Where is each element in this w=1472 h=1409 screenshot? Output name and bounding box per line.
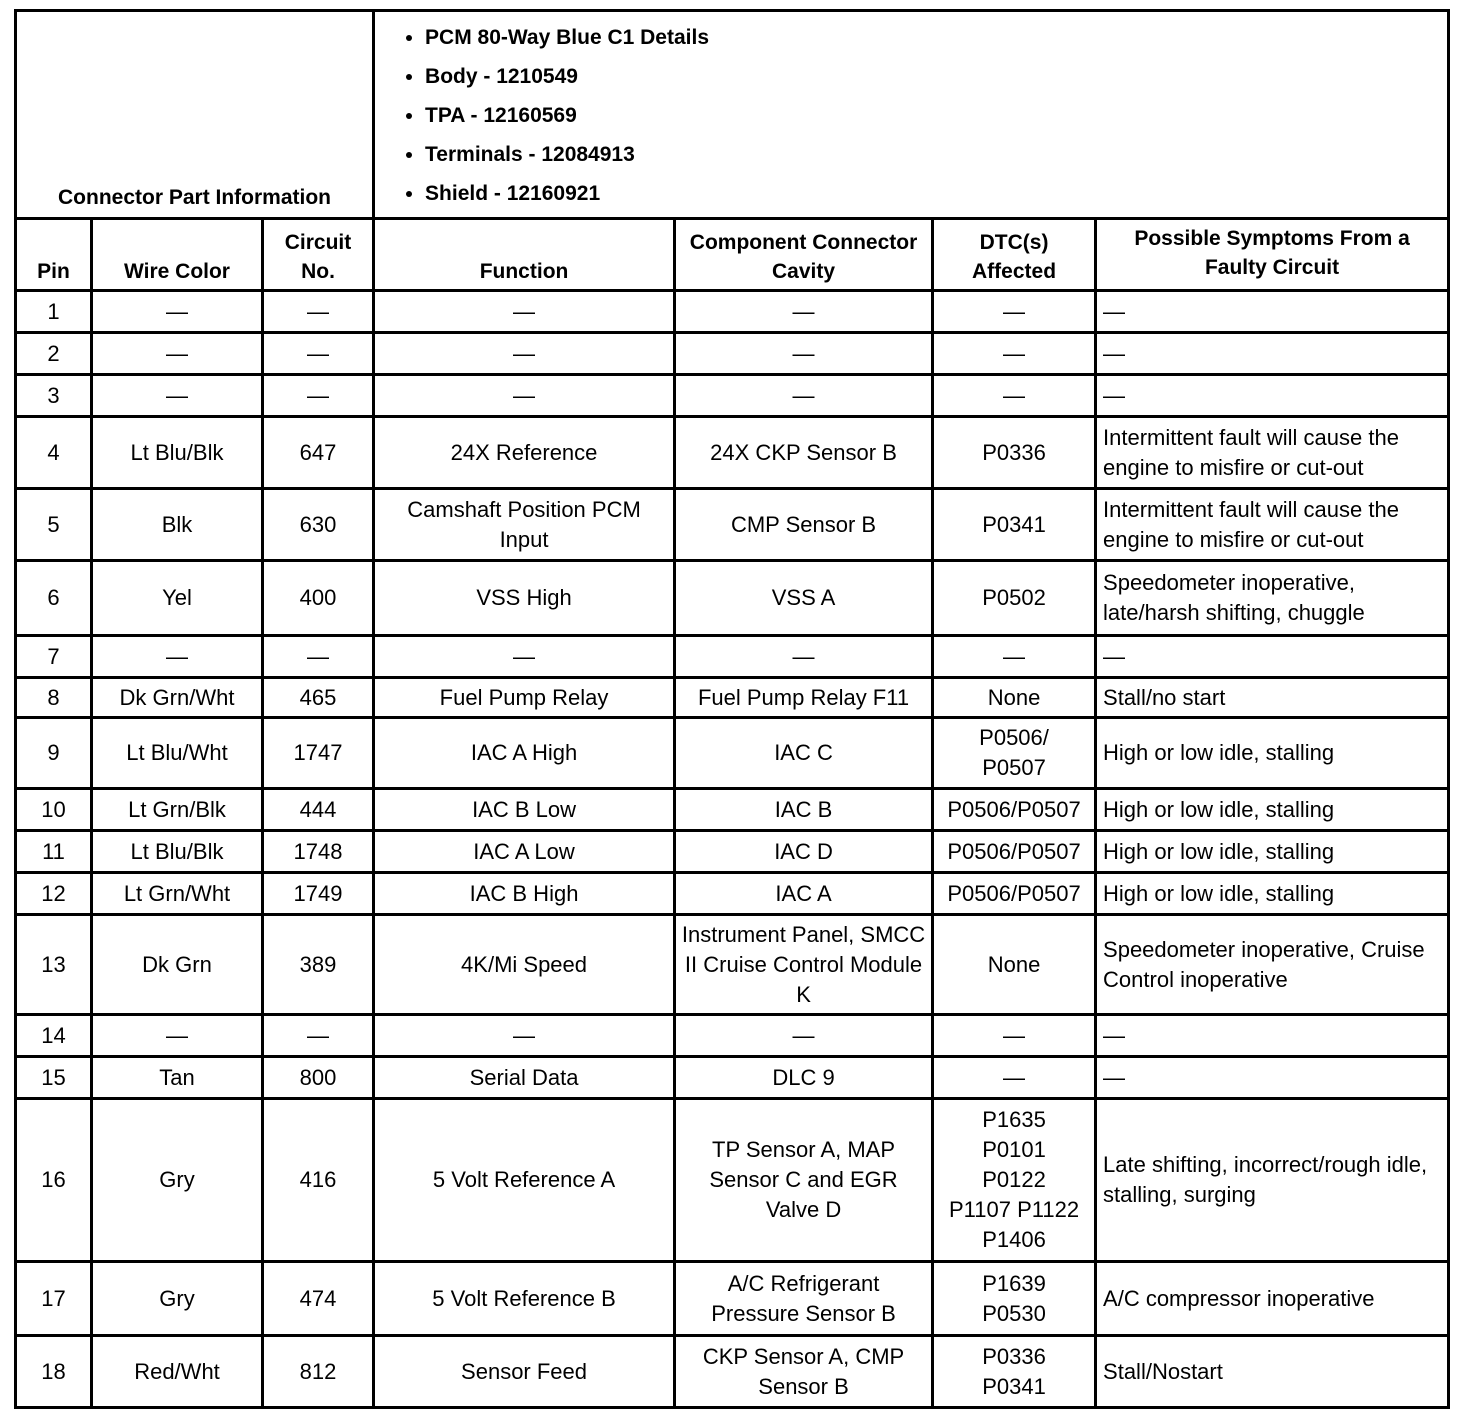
cavity-cell: DLC 9 [675, 1057, 933, 1099]
connector-pinout-table [14, 9, 1450, 1409]
wire-color-cell: — [92, 636, 263, 678]
connector-info-label: Connector Part Information [16, 11, 374, 219]
pin-cell: 5 [16, 489, 92, 561]
table-row [16, 636, 1449, 678]
function-cell: — [374, 1015, 675, 1057]
dtc-cell [933, 291, 1096, 333]
pin-cell: 3 [16, 375, 92, 417]
function-cell: — [374, 636, 675, 678]
table-row [16, 1336, 1449, 1408]
cavity-cell: — [675, 291, 933, 333]
dtc-cell [933, 333, 1096, 375]
wire-color-cell: Lt Blu/Blk [92, 417, 263, 489]
dtc-code: — [1003, 298, 1026, 324]
table-row [16, 831, 1449, 873]
dtc-code: P0506/P0507 [947, 838, 1081, 864]
dtc-cell [933, 636, 1096, 678]
circuit-cell: 647 [263, 417, 374, 489]
pin-cell: 7 [16, 636, 92, 678]
cavity-cell: VSS A [675, 561, 933, 636]
detail-item: • Shield - 12160921 [425, 174, 1447, 213]
wire-color-cell: — [92, 375, 263, 417]
circuit-cell: — [263, 636, 374, 678]
cavity-cell: TP Sensor A, MAP Sensor C and EGR Valve D [675, 1099, 933, 1262]
pin-cell: 12 [16, 873, 92, 915]
wire-color-cell: Lt Grn/Wht [92, 873, 263, 915]
circuit-cell: 389 [263, 915, 374, 1015]
symptoms-cell: Late shifting, incorrect/rough idle, stalling, surging [1096, 1099, 1449, 1262]
dtc-code: P1406 [982, 1227, 1046, 1252]
pin-cell: 11 [16, 831, 92, 873]
wire-color-cell: Lt Blu/Blk [92, 831, 263, 873]
detail-item: • Terminals - 12084913 [425, 135, 1447, 174]
table-row [16, 1057, 1449, 1099]
function-cell: VSS High [374, 561, 675, 636]
function-cell: 5 Volt Reference A [374, 1099, 675, 1262]
dtc-code: — [1003, 1022, 1026, 1048]
cavity-cell: IAC D [675, 831, 933, 873]
symptoms-cell: High or low idle, stalling [1096, 718, 1449, 789]
cavity-cell: CMP Sensor B [675, 489, 933, 561]
circuit-cell: 812 [263, 1336, 374, 1408]
wire-color-cell: — [92, 333, 263, 375]
dtc-code: P0341 [982, 511, 1046, 537]
detail-item: • TPA - 12160569 [425, 96, 1447, 135]
dtc-cell [933, 1262, 1096, 1336]
dtc-cell [933, 789, 1096, 831]
wire-color-cell: Lt Blu/Wht [92, 718, 263, 789]
wire-color-cell: Gry [92, 1262, 263, 1336]
pin-cell: 18 [16, 1336, 92, 1408]
symptoms-cell: High or low idle, stalling [1096, 831, 1449, 873]
circuit-cell: 400 [263, 561, 374, 636]
circuit-cell: — [263, 291, 374, 333]
dtc-cell [933, 1015, 1096, 1057]
symptoms-cell: Stall/no start [1096, 678, 1449, 718]
table-row [16, 333, 1449, 375]
dtc-code: P0506/P0507 [947, 880, 1081, 906]
function-cell: Camshaft Position PCM Input [374, 489, 675, 561]
cavity-cell: — [675, 333, 933, 375]
table-row [16, 489, 1449, 561]
dtc-cell [933, 1099, 1096, 1262]
table-row [16, 873, 1449, 915]
function-cell: 24X Reference [374, 417, 675, 489]
wire-color-cell: — [92, 1015, 263, 1057]
function-cell: — [374, 291, 675, 333]
dtc-cell [933, 831, 1096, 873]
symptoms-cell: — [1096, 333, 1449, 375]
circuit-cell: 630 [263, 489, 374, 561]
circuit-cell: — [263, 1015, 374, 1057]
dtc-cell [933, 678, 1096, 718]
symptoms-cell: Intermittent fault will cause the engine to misfire or cut-out [1096, 489, 1449, 561]
function-cell: IAC B Low [374, 789, 675, 831]
header-function: Function [374, 219, 675, 291]
function-cell: Serial Data [374, 1057, 675, 1099]
dtc-code: — [1003, 340, 1026, 366]
function-cell: IAC B High [374, 873, 675, 915]
dtc-code: — [1003, 1064, 1026, 1090]
function-cell: IAC A High [374, 718, 675, 789]
header-symptoms: Possible Symptoms From a Faulty Circuit [1096, 219, 1449, 291]
pin-cell: 1 [16, 291, 92, 333]
cavity-cell: CKP Sensor A, CMP Sensor B [675, 1336, 933, 1408]
table-row [16, 1015, 1449, 1057]
symptoms-cell: — [1096, 291, 1449, 333]
table-row [16, 718, 1449, 789]
function-cell: 4K/Mi Speed [374, 915, 675, 1015]
function-cell: IAC A Low [374, 831, 675, 873]
dtc-code: None [987, 684, 1041, 710]
circuit-cell: — [263, 375, 374, 417]
column-header-row [16, 219, 1449, 291]
dtc-cell [933, 718, 1096, 789]
dtc-code: — [1003, 382, 1026, 408]
dtc-cell [933, 1057, 1096, 1099]
table-row [16, 375, 1449, 417]
dtc-code: P0341 [982, 1373, 1046, 1399]
header-circuit: Circuit No. [263, 219, 374, 291]
cavity-cell: IAC C [675, 718, 933, 789]
connector-details [374, 11, 1449, 219]
pin-cell: 9 [16, 718, 92, 789]
dtc-code: P0101 [982, 1137, 1046, 1162]
symptoms-cell: — [1096, 375, 1449, 417]
dtc-cell [933, 375, 1096, 417]
connector-info-row [16, 11, 1449, 219]
header-dtc: DTC(s) Affected [933, 219, 1096, 291]
cavity-cell: — [675, 636, 933, 678]
cavity-cell: IAC B [675, 789, 933, 831]
pin-cell: 15 [16, 1057, 92, 1099]
wire-color-cell: Tan [92, 1057, 263, 1099]
pin-cell: 6 [16, 561, 92, 636]
wire-color-cell: Blk [92, 489, 263, 561]
pin-cell: 17 [16, 1262, 92, 1336]
symptoms-cell: — [1096, 1015, 1449, 1057]
circuit-cell: 1749 [263, 873, 374, 915]
wire-color-cell: Yel [92, 561, 263, 636]
dtc-code: P0336 [982, 439, 1046, 465]
table-row [16, 789, 1449, 831]
function-cell: — [374, 375, 675, 417]
symptoms-cell: High or low idle, stalling [1096, 789, 1449, 831]
header-cavity: Component Connector Cavity [675, 219, 933, 291]
function-cell: 5 Volt Reference B [374, 1262, 675, 1336]
table-row [16, 561, 1449, 636]
pin-cell: 14 [16, 1015, 92, 1057]
cavity-cell: Fuel Pump Relay F11 [675, 678, 933, 718]
function-cell: — [374, 333, 675, 375]
dtc-cell [933, 489, 1096, 561]
dtc-code: P0506/ [979, 725, 1049, 750]
wire-color-cell: Red/Wht [92, 1336, 263, 1408]
symptoms-cell: Speedometer inoperative, Cruise Control inoperative [1096, 915, 1449, 1015]
dtc-code: None [987, 951, 1041, 977]
cavity-cell: 24X CKP Sensor B [675, 417, 933, 489]
dtc-code: — [1003, 643, 1026, 669]
pin-cell: 10 [16, 789, 92, 831]
wire-color-cell: Dk Grn/Wht [92, 678, 263, 718]
symptoms-cell: A/C compressor inoperative [1096, 1262, 1449, 1336]
symptoms-cell: — [1096, 636, 1449, 678]
symptoms-cell: High or low idle, stalling [1096, 873, 1449, 915]
symptoms-cell: Stall/Nostart [1096, 1336, 1449, 1408]
wire-color-cell: Lt Grn/Blk [92, 789, 263, 831]
dtc-code: P1639 [982, 1270, 1046, 1296]
circuit-cell: 800 [263, 1057, 374, 1099]
dtc-cell [933, 561, 1096, 636]
table-row [16, 291, 1449, 333]
symptoms-cell: — [1096, 1057, 1449, 1099]
dtc-code: P1107 P1122 [948, 1197, 1080, 1222]
pin-cell: 2 [16, 333, 92, 375]
circuit-cell: — [263, 333, 374, 375]
wire-color-cell: Gry [92, 1099, 263, 1262]
circuit-cell: 1748 [263, 831, 374, 873]
dtc-code: P0507 [982, 755, 1046, 780]
cavity-cell: Instrument Panel, SMCC II Cruise Control Module K [675, 915, 933, 1015]
header-wire-color: Wire Color [92, 219, 263, 291]
circuit-cell: 1747 [263, 718, 374, 789]
dtc-code: P0506/P0507 [947, 796, 1081, 822]
table-row [16, 915, 1449, 1015]
pin-cell: 4 [16, 417, 92, 489]
dtc-code: P0336 [982, 1343, 1046, 1369]
dtc-code: P0530 [982, 1300, 1046, 1326]
function-cell: Fuel Pump Relay [374, 678, 675, 718]
header-pin: Pin [16, 219, 92, 291]
function-cell: Sensor Feed [374, 1336, 675, 1408]
cavity-cell: IAC A [675, 873, 933, 915]
pin-cell: 8 [16, 678, 92, 718]
cavity-cell: A/C Refrigerant Pressure Sensor B [675, 1262, 933, 1336]
symptoms-cell: Intermittent fault will cause the engine to misfire or cut-out [1096, 417, 1449, 489]
dtc-cell [933, 1336, 1096, 1408]
circuit-cell: 416 [263, 1099, 374, 1262]
table-row [16, 1262, 1449, 1336]
dtc-code: P1635 [982, 1107, 1046, 1132]
table-row [16, 417, 1449, 489]
dtc-cell [933, 873, 1096, 915]
symptoms-cell: Speedometer inoperative, late/harsh shifting, chuggle [1096, 561, 1449, 636]
table-row [16, 1099, 1449, 1262]
cavity-cell: — [675, 1015, 933, 1057]
circuit-cell: 465 [263, 678, 374, 718]
dtc-cell [933, 915, 1096, 1015]
wire-color-cell: Dk Grn [92, 915, 263, 1015]
wire-color-cell: — [92, 291, 263, 333]
dtc-code: P0502 [982, 585, 1046, 610]
circuit-cell: 474 [263, 1262, 374, 1336]
table-row [16, 678, 1449, 718]
pin-cell: 16 [16, 1099, 92, 1262]
circuit-cell: 444 [263, 789, 374, 831]
detail-item: • Body - 1210549 [425, 57, 1447, 96]
dtc-cell [933, 417, 1096, 489]
dtc-code: P0122 [982, 1167, 1046, 1192]
detail-item: • PCM 80-Way Blue C1 Details [425, 18, 1447, 57]
pin-cell: 13 [16, 915, 92, 1015]
cavity-cell: — [675, 375, 933, 417]
